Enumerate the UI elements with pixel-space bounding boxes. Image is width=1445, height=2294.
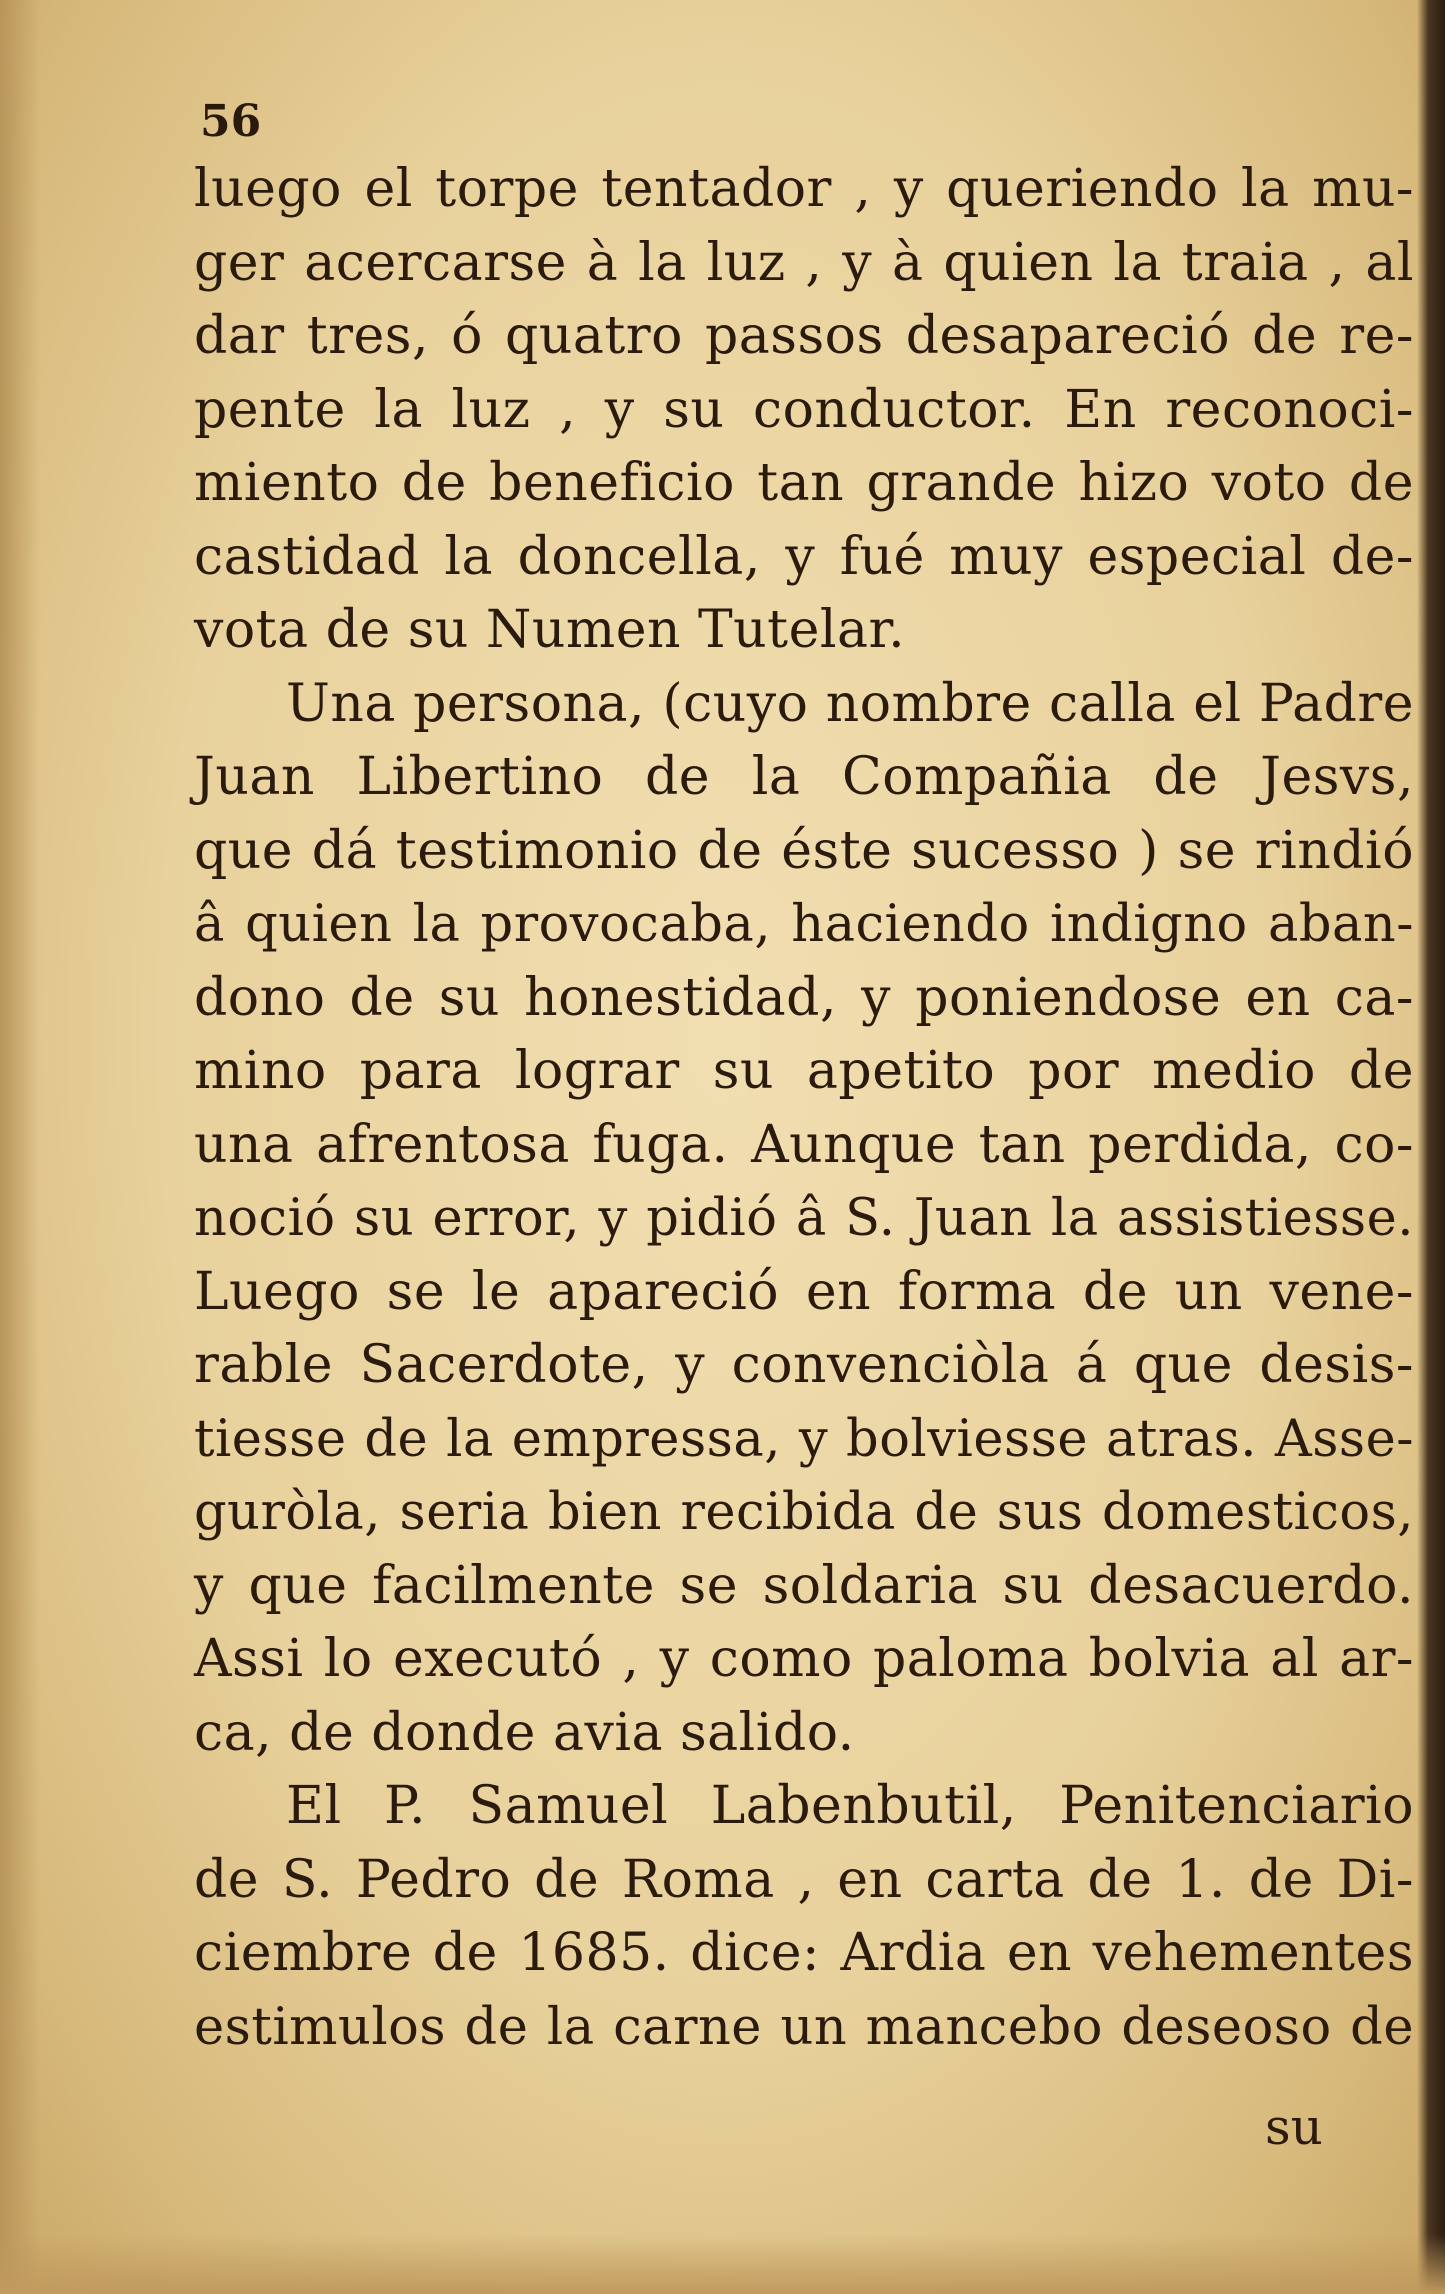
text-line: ciembre de 1685. dice: Ardia en vehementes [194, 1923, 1414, 1983]
text-line: tiesse de la empressa, y bolviesse atras. Asse- [194, 1409, 1414, 1469]
text-line: pente la luz , y su conductor. En reconoci- [194, 379, 1414, 440]
text-line: rable Sacerdote, y convenciòla á que desis- [194, 1335, 1414, 1395]
text-line: de S. Pedro de Roma , en carta de 1. de Di- [194, 1849, 1414, 1910]
text-line: una afrentosa fuga. Aunque tan perdida, co- [194, 1114, 1414, 1175]
text-line: luego el torpe tentador , y queriendo la mu- [194, 159, 1414, 219]
text-line: que dá testimonio de éste sucesso ) se rindió [194, 820, 1414, 881]
text-line: guròla, seria bien recibida de sus domesticos, [194, 1483, 1414, 1542]
text-line: miento de beneficio tan grande hizo voto de [194, 453, 1414, 513]
body-text [194, 153, 1414, 2064]
text-line-paragraph-start: Una persona, (cuyo nombre calla el Padre [286, 673, 1414, 734]
catchword: su [1265, 2098, 1323, 2156]
text-line-paragraph-end: ca, de donde avia salido. [194, 1702, 855, 1763]
text-line: estimulos de la carne un mancebo deseoso de [194, 1997, 1414, 2057]
text-line: Juan Libertino de la Compañia de Jesvs, [194, 747, 1414, 807]
text-line: noció su error, y pidió â S. Juan la assistiesse. [194, 1189, 1414, 1248]
text-line: castidad la doncella, y fué muy especial de- [194, 526, 1414, 587]
page-binding-edge [1417, 0, 1445, 2294]
text-line: Luego se le apareció en forma de un vene- [194, 1261, 1414, 1322]
text-line: y que facilmente se soldaria su desacuerdo. [194, 1555, 1414, 1616]
page-number: 56 [200, 96, 262, 147]
text-line-paragraph-start: El P. Samuel Labenbutil, Penitenciario [286, 1776, 1414, 1836]
text-line-paragraph-end: vota de su Numen Tutelar. [194, 600, 906, 660]
page-bottom-edge-shadow [0, 2234, 1445, 2294]
text-line: ger acercarse à la luz , y à quien la traia , al [194, 232, 1414, 293]
page-left-edge-shadow [0, 0, 40, 2294]
text-line: Assi lo executó , y como paloma bolvia al ar- [194, 1629, 1414, 1689]
text-line: â quien la provocaba, haciendo indigno aban- [194, 895, 1414, 954]
text-line: dar tres, ó quatro passos desapareció de re- [194, 306, 1414, 366]
text-line: dono de su honestidad, y poniendose en ca- [194, 967, 1414, 1028]
text-line: mino para lograr su apetito por medio de [194, 1041, 1414, 1101]
